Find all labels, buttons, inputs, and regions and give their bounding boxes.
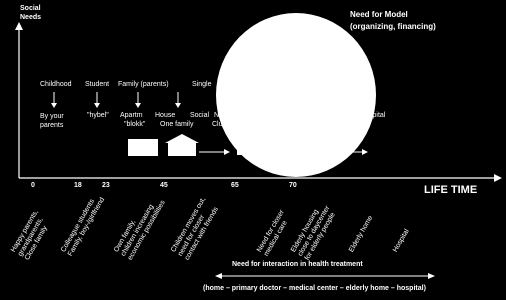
one-family: One family (160, 121, 194, 128)
model-title: Need for Model (350, 10, 408, 19)
interaction-chain: (home – primary doctor – medical center – elderly home – hospital) (203, 285, 426, 292)
interaction-title: Need for interaction in health treatment (232, 261, 363, 268)
x-axis-label: LIFE TIME (424, 184, 478, 196)
stage-childhood: Childhood (40, 81, 72, 88)
note-7: Hospital (392, 228, 411, 254)
by-parents: By your parents (40, 113, 64, 129)
apartm: Apartm (120, 112, 143, 119)
note-3: Children moves out, need for closer contact with friends (170, 196, 220, 262)
age-18: 18 (74, 182, 82, 189)
model-subtitle: (organizing, financing) (350, 22, 436, 31)
hospital-partial: spital (369, 112, 386, 119)
note-2: Own family, children increasing economic possibilities (113, 199, 167, 262)
hybel: "hybel" (87, 112, 109, 119)
age-0: 0 (31, 182, 35, 189)
clus-partial: Clus (212, 121, 227, 128)
age-70: 70 (289, 182, 297, 189)
stage-family: Family (parents) (118, 81, 169, 88)
ne-partial: Ne (214, 112, 223, 119)
blokk: "blokk" (124, 121, 146, 128)
stage-single: Single (192, 81, 212, 88)
social: Social (190, 112, 210, 119)
age-65: 65 (231, 182, 239, 189)
y-axis-label: Social Needs (20, 5, 42, 21)
note-1: Colleague students Family, boy-/girlfriend (60, 196, 107, 258)
age-45: 45 (160, 182, 168, 189)
note-6: Elderly home (348, 214, 375, 254)
age-23: 23 (102, 182, 110, 189)
stage-student: Student (85, 81, 110, 88)
note-5: Elderly housing close to daycenter for elderly people (290, 204, 337, 262)
note-0: Happy parents, grandparents, Close family (10, 208, 49, 262)
note-4: Need for closer medical care (256, 208, 289, 258)
house: House (155, 112, 176, 119)
